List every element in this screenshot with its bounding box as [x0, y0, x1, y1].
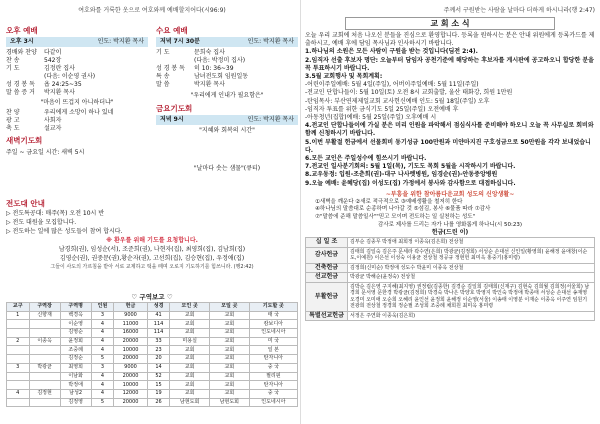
news-item: 3.5월 교회행사 및 목회계획:: [305, 73, 383, 81]
district-cell: [7, 346, 30, 355]
district-header-cell: 인원: [91, 303, 114, 312]
district-cell: 김정현: [29, 389, 60, 398]
offering-title: 헌금(드린 이): [431, 229, 469, 237]
offering-donors: 박광균 박해순(윤정숙) 전상철: [348, 273, 595, 283]
district-row: [7, 329, 298, 338]
dawn-prayer-title: 새벽기도회: [6, 136, 43, 145]
service-order-value: 542장: [44, 57, 62, 64]
district-cell: [29, 329, 60, 338]
district-cell: [29, 355, 60, 364]
district-cell: 교회: [170, 320, 210, 329]
district-cell: 캄보디아: [249, 320, 297, 329]
service-order-value: 박지환 목사: [44, 89, 75, 96]
district-cell: 10000: [114, 381, 148, 390]
district-cell: 남현도회: [170, 398, 210, 407]
service-order-label: 축 도: [6, 125, 20, 132]
district-cell: 인도네시아: [249, 398, 297, 407]
district-cell: [7, 329, 30, 338]
district-cell: [29, 372, 60, 381]
district-cell: 20000: [114, 372, 148, 381]
evangelism-item: ▷ 전도하는 일에 많은 성도들이 참여 합시다.: [6, 228, 123, 235]
district-cell: [7, 355, 30, 364]
wednesday-sermon-title: "우리에게 인내가 필요함은": [190, 92, 264, 99]
district-table-header: [7, 303, 298, 312]
district-cell: 4: [91, 372, 114, 381]
district-cell: 4: [7, 389, 30, 398]
district-row: [7, 372, 298, 381]
offering-label: 부활헌금: [306, 282, 348, 311]
afternoon-service-order: [6, 49, 148, 97]
district-row: [7, 398, 298, 407]
district-cell: 인도네시아: [249, 329, 297, 338]
offering-row: [306, 273, 595, 283]
district-cell: 김정영: [60, 398, 91, 407]
faith-life-item: ④하나님의 말씀대로 순종하며 나아갈 것 ⑤섬김, 봉사 ⑥물품 따라 ⑦감사: [315, 206, 491, 213]
district-header-cell: 모일 곳: [210, 303, 250, 312]
friday-prayer-leader: 인도: 박지환 목사: [247, 116, 294, 123]
district-cell: [29, 381, 60, 390]
service-order-row: [6, 81, 148, 89]
district-cell: 11000: [114, 320, 148, 329]
district-cell: 윤정회: [60, 337, 91, 346]
faith-life-item: ⑦"말씀에 준해 말씀일사""믿고 모이며 전도하는 일 실천하는 성도": [315, 213, 476, 220]
district-cell: 박정애: [60, 381, 91, 390]
offering-donors: 김태희 김일숙 김은주 문세라 곽수연(은희) 박광균(김정희) 서성순 손대선 신인일(황영희) 윤해정 윤애창(이순도,이예원) 이은선 이성숙 이용균 전상철 정공규 정현헌 최미옥 홍중기(홍미령): [348, 247, 595, 263]
service-order-value: 사회자: [44, 117, 62, 124]
district-cell: [29, 346, 60, 355]
news-item: 4.전교인 단합나들이에 가실 분은 미리 인원을 파악해서 점심식사를 준비해야 하오니 오늘 꼭 사무실로 회비와 함께 신청하시기 바랍니다.: [305, 122, 594, 138]
district-cell: 교회: [210, 363, 250, 372]
district-cell: 교회: [170, 363, 210, 372]
service-order-label: 말 씀: [156, 81, 170, 88]
service-order-label: 기 도: [6, 65, 20, 72]
news-item: 7.전교인 일사분기회의: 5월 1일(목), 기도도 목회 5월을 시작하시기 바랍니다.: [305, 163, 516, 171]
district-cell: 33: [147, 337, 170, 346]
service-order-value: 히 10: 36~39: [194, 65, 234, 72]
district-cell: [29, 398, 60, 407]
afternoon-service-order-2: [6, 109, 148, 133]
offering-label: 십 일 조: [306, 238, 348, 248]
district-cell: 20000: [114, 337, 148, 346]
service-order-label: 찬 양: [6, 109, 20, 116]
service-order-label: 찬 송: [6, 57, 20, 64]
offering-label: 건축헌금: [306, 263, 348, 273]
service-order-value: 박지환 목사: [194, 81, 225, 88]
church-news: [305, 32, 595, 188]
district-row: [7, 381, 298, 390]
news-item: -어린이주일예배: 5월 4일(주일), 어버이주일예배: 5월 11일(주일): [305, 81, 479, 89]
district-cell: 중 국: [249, 389, 297, 398]
district-cell: 신향재: [29, 311, 60, 320]
district-cell: 3: [91, 311, 114, 320]
district-report-title: ♡ 구역보고 ♡: [131, 293, 173, 301]
district-cell: 교회: [170, 381, 210, 390]
district-cell: 일 본: [249, 346, 297, 355]
service-order-row: [156, 57, 298, 65]
district-header-cell: 기도할 곳: [249, 303, 297, 312]
wednesday-service-bar: [156, 37, 298, 47]
district-header-cell: 구역장: [29, 303, 60, 312]
service-order-row: [6, 89, 148, 97]
thanks-verse: 감사로 제사를 드리는 자가 나를 영화롭게 하나니(시 50:23): [378, 222, 522, 229]
service-order-label: 성 경 봉 독: [156, 65, 185, 72]
afternoon-sermon-title: "마음이 뜨겁지 아니하더냐": [40, 99, 114, 106]
district-cell: 태 국: [249, 311, 297, 320]
offering-table: [305, 237, 595, 321]
church-news-title: 교 회 소 식: [345, 17, 555, 30]
district-cell: 26: [147, 398, 170, 407]
service-order-value: 남녀전도회 임원일동: [194, 73, 249, 80]
district-cell: 교회: [210, 329, 250, 338]
service-order-value: 설교자: [44, 125, 62, 132]
news-item: 1.하나님의 소원은 모든 사람이 구원을 받는 것입니다(딤전 2:4).: [305, 48, 478, 56]
district-cell: 4: [91, 329, 114, 338]
district-cell: 김정순: [60, 355, 91, 364]
district-cell: 20: [147, 355, 170, 364]
district-cell: 20000: [114, 355, 148, 364]
district-cell: 조중례: [60, 346, 91, 355]
district-cell: 114: [147, 329, 170, 338]
faith-life-title: ~부흥을 위한 참아름다운교회 성도의 신앙생활~: [385, 190, 515, 198]
offering-row: [306, 282, 595, 311]
afternoon-service-bar: [6, 37, 148, 47]
district-cell: 9000: [114, 311, 148, 320]
service-order-row: [6, 117, 148, 125]
district-cell: 교회: [210, 346, 250, 355]
afternoon-service-time: 오후 3시: [10, 38, 34, 45]
district-cell: 교회: [210, 355, 250, 364]
wednesday-service-order: [156, 49, 298, 89]
district-row: [7, 311, 298, 320]
district-cell: [7, 320, 30, 329]
offering-row: [306, 263, 595, 273]
faith-life-item: ①새벽을 깨운다 ②새로 적극적으로 ③예배생활을 철저히 한다: [315, 198, 463, 205]
district-header-cell: 헌금: [114, 303, 148, 312]
service-order-value: 문희숙 집사: [194, 49, 225, 56]
left-page: [6, 6, 298, 420]
news-item: 6.모든 교인은 주일성수에 힘쓰시기 바랍니다.: [305, 155, 427, 163]
district-cell: 미 국: [249, 337, 297, 346]
district-cell: 4: [91, 389, 114, 398]
district-cell: [7, 381, 30, 390]
worship-column-1: [6, 24, 148, 157]
offering-row: [306, 238, 595, 248]
service-order-row: [6, 65, 148, 73]
district-row: [7, 337, 298, 346]
district-cell: 4: [91, 346, 114, 355]
service-order-row: [6, 57, 148, 65]
district-header-cell: 구역명: [60, 303, 91, 312]
district-cell: 10000: [114, 346, 148, 355]
district-cell: 미용실: [170, 337, 210, 346]
district-cell: 교회: [170, 372, 210, 381]
district-cell: 2: [7, 337, 30, 346]
district-cell: 12000: [114, 389, 148, 398]
district-cell: 김영순: [60, 329, 91, 338]
news-item: -전교인 단합나들이: 5월 10일(토) 오전 8시 교회출발, 울산 태화강, 희원 1만원: [305, 89, 513, 97]
district-row: [7, 320, 298, 329]
district-cell: 3: [7, 363, 30, 372]
district-cell: 114: [147, 320, 170, 329]
news-item: 5.이번 부활절 헌금에서 선물회비 동기성금 100만원과 미얀마지진 구호성금으로 50만원을 각각 보내었습니다.: [305, 138, 591, 154]
dawn-sermon-title: "날마다 솟는 샘물"(큐티): [193, 165, 261, 172]
offering-row: [306, 247, 595, 263]
service-order-label: 성 경 봉 독: [6, 81, 35, 88]
service-order-value: (다음: 박정미 집사): [194, 57, 246, 64]
district-cell: 이남화: [60, 372, 91, 381]
wednesday-service-leader: 인도: 박지환 목사: [247, 38, 294, 45]
district-header-cell: 성경: [147, 303, 170, 312]
district-cell: 교회: [170, 311, 210, 320]
service-order-label: 경배와 찬양: [6, 49, 37, 56]
evangelism-title: 전도대 안내: [6, 199, 45, 208]
service-order-value: 다같이: [44, 49, 62, 56]
service-order-row: [156, 73, 298, 81]
district-cell: 남성2: [60, 389, 91, 398]
offering-donors: 김부순 김종무 박정애 최희정 이종옥(김은희) 전상철: [348, 238, 595, 248]
offering-label: 선교헌금: [306, 273, 348, 283]
district-cell: 교회: [170, 355, 210, 364]
offering-donors: 김박순 김은영 구지혜(최지영) 권정립(김종한) 김경순 김일희 김태희(신재구) 김현숙 김희월 김희정(서울희) 남경희 문서영 문한경 박광균(김정희) 박경숙 박나은 박양호 박영지 박인숙 박정애 박종태 서성순 손대선 송재영 오경미 오미애 오순희 오혜리 윤인선 윤정희 윤해정 이순영(서울) 이송태 이영분 이재순 이종옥 이주연 임원기 전광희 전상철 정경희 정순필 조성희 조중례 채희원 최미옥 홍미령: [348, 282, 595, 311]
district-cell: 20000: [114, 398, 148, 407]
offering-label: 특별선교헌금: [306, 311, 348, 321]
district-cell: 교회: [210, 311, 250, 320]
news-item: -임직자 투표를 위한 금식기도 5일 25일(주일) 오전예배 후: [305, 105, 459, 113]
afternoon-service-title: 오후 예배: [6, 26, 38, 35]
offering-label: 감사헌금: [306, 247, 348, 263]
district-cell: 19: [147, 389, 170, 398]
district-cell: 1: [7, 311, 30, 320]
district-cell: 교회: [170, 346, 210, 355]
service-order-label: 기 도: [156, 49, 170, 56]
service-order-row: [156, 81, 298, 89]
right-verse: 주께서 구원받는 사람을 날마다 더하게 하시니라(행 2:47): [443, 7, 595, 14]
wednesday-service-time: 저녁 7시 30분: [160, 38, 200, 45]
news-item: 8.교우동정: 입원-조춘희(권)-대구 나사렛병원, 임경순(권)-안동중앙병원: [305, 171, 498, 179]
district-cell: 교회: [210, 320, 250, 329]
service-order-value: 김정란 집사: [44, 65, 75, 72]
district-cell: 23: [147, 346, 170, 355]
district-cell: 4: [91, 381, 114, 390]
dawn-prayer-time: 주일 ~ 금요일 시간: 새벽 5시: [6, 149, 85, 156]
friday-prayer-time: 저녁 9시: [160, 116, 184, 123]
service-order-label: [6, 73, 44, 81]
district-cell: 탄자니아: [249, 355, 297, 364]
service-order-row: [6, 49, 148, 57]
service-order-row: [6, 109, 148, 117]
wednesday-service-title: 수요 예배: [156, 26, 188, 35]
district-header-cell: 모인 곳: [170, 303, 210, 312]
evangelism-item: ▷ 전도특공대: 매주(목) 오전 10시 반: [6, 210, 105, 217]
acts-verse: 그들이 사도의 가르침을 받아 서로 교제하고 떡을 떼며 오로지 기도하기를 힘쓰니라. (행2:42): [50, 264, 254, 270]
district-cell: 9000: [114, 363, 148, 372]
dawn-prayer-time-row: [6, 149, 148, 157]
district-cell: [7, 372, 30, 381]
offering-row: [306, 311, 595, 321]
news-item: -탄임목사: 부산연제제일교회 교사헌신예배 인도: 5월 18일(주일) 오후: [305, 97, 490, 105]
news-item: 9.오늘 예배: 윤혜당(집) 이성도(집) 가정에서 봉사와 감사함으로 대접하십니다.: [305, 179, 516, 187]
friday-sermon-title: "지혜와 회복의 시간": [199, 127, 255, 134]
district-cell: 41: [147, 311, 170, 320]
offering-donors: 김정희(신미순) 박정애 성도수 박윤미 이종옥 전상철: [348, 263, 595, 273]
district-cell: 이순영: [60, 320, 91, 329]
district-header-cell: 교구: [7, 303, 30, 312]
district-cell: 교회: [170, 329, 210, 338]
district-row: [7, 363, 298, 372]
district-row: [7, 389, 298, 398]
district-cell: 3: [91, 363, 114, 372]
service-order-row: [156, 49, 298, 57]
friday-prayer-bar: [156, 115, 298, 125]
news-item: 2.임직자 선출 후보자 명단: 오늘부터 담임자 공천기준에 해당하는 후보자를 게시판에 공고하오니 합당한 분을 꼭 투표하시기 바랍니다.: [305, 56, 594, 72]
district-cell: 52: [147, 372, 170, 381]
service-order-value: (다음: 이순영 권사): [44, 73, 96, 80]
service-order-row: [6, 125, 148, 133]
district-cell: 16000: [114, 329, 148, 338]
service-order-label: 특 송: [156, 73, 170, 80]
district-cell: 중 국: [249, 363, 297, 372]
offering-donors: 서정은 주연화 이종욱(김은희): [348, 311, 595, 321]
right-page: [305, 6, 595, 420]
page-fold: [300, 0, 301, 424]
afternoon-service-leader: 인도: 박지환 목사: [97, 38, 144, 45]
evangelism-item: ▷ 전도 대원을 모집합니다.: [6, 219, 77, 226]
prayer-request: ※ 환우를 위해 기도를 요청합니다.: [106, 237, 198, 244]
district-cell: 백경옥: [60, 311, 91, 320]
prayer-names: 김영순(권), 권중문(권),황순자(권), 고선희(집), 김승현(집), 우정애(집): [59, 255, 245, 262]
district-row: [7, 346, 298, 355]
worship-column-2: [156, 24, 298, 173]
service-order-label: [156, 57, 194, 65]
district-cell: 교회: [210, 389, 250, 398]
service-order-value: 욥 24:25~35: [44, 81, 82, 88]
news-intro: 오늘 우리 교회에 처음 나오신 분들을 진심으로 환영합니다. 등록을 원하시는 분은 안내 위원에게 등록카드를 제출하시고, 예배 후에 담임 목사님과 인사하시기 바랍니다.: [305, 32, 595, 48]
service-order-row: [156, 65, 298, 73]
news-item: -아동청년(집합)예배: 5월 25일(주일) 오후예배 시: [305, 114, 437, 122]
left-verse: 여호와를 거룩한 옷으로 여호와께 예배할지어다(시96:9): [78, 7, 226, 14]
district-cell: [29, 320, 60, 329]
district-cell: 5: [91, 355, 114, 364]
district-cell: 5: [91, 398, 114, 407]
district-cell: 4: [91, 320, 114, 329]
district-cell: 교회: [210, 381, 250, 390]
district-table: [6, 302, 298, 407]
district-cell: 14: [147, 363, 170, 372]
district-report: [6, 293, 298, 407]
district-cell: 교회: [210, 372, 250, 381]
district-cell: 교회: [170, 389, 210, 398]
service-order-value: 우리에게 소망이 하나 있네: [44, 109, 114, 116]
district-cell: 4: [91, 337, 114, 346]
district-cell: 교회: [210, 337, 250, 346]
district-cell: 남현도회: [210, 398, 250, 407]
district-cell: 박광균: [29, 363, 60, 372]
friday-prayer-title: 금요기도회: [156, 104, 193, 113]
district-cell: 탄자니아: [249, 381, 297, 390]
district-cell: 최영희: [60, 363, 91, 372]
district-cell: [7, 398, 30, 407]
service-order-label: 말 씀 증 거: [6, 89, 35, 96]
district-cell: 필리핀: [249, 372, 297, 381]
service-order-label: 광 고: [6, 117, 20, 124]
service-order-row: [6, 73, 148, 81]
district-row: [7, 355, 298, 364]
district-cell: 15: [147, 381, 170, 390]
prayer-names: 남경희(권), 임성순(서), 조준희(권), 나현자(집), 최영희(집), 김남희(집): [58, 246, 246, 253]
district-cell: 이종옥: [29, 337, 60, 346]
evangelism-section: [6, 197, 298, 272]
